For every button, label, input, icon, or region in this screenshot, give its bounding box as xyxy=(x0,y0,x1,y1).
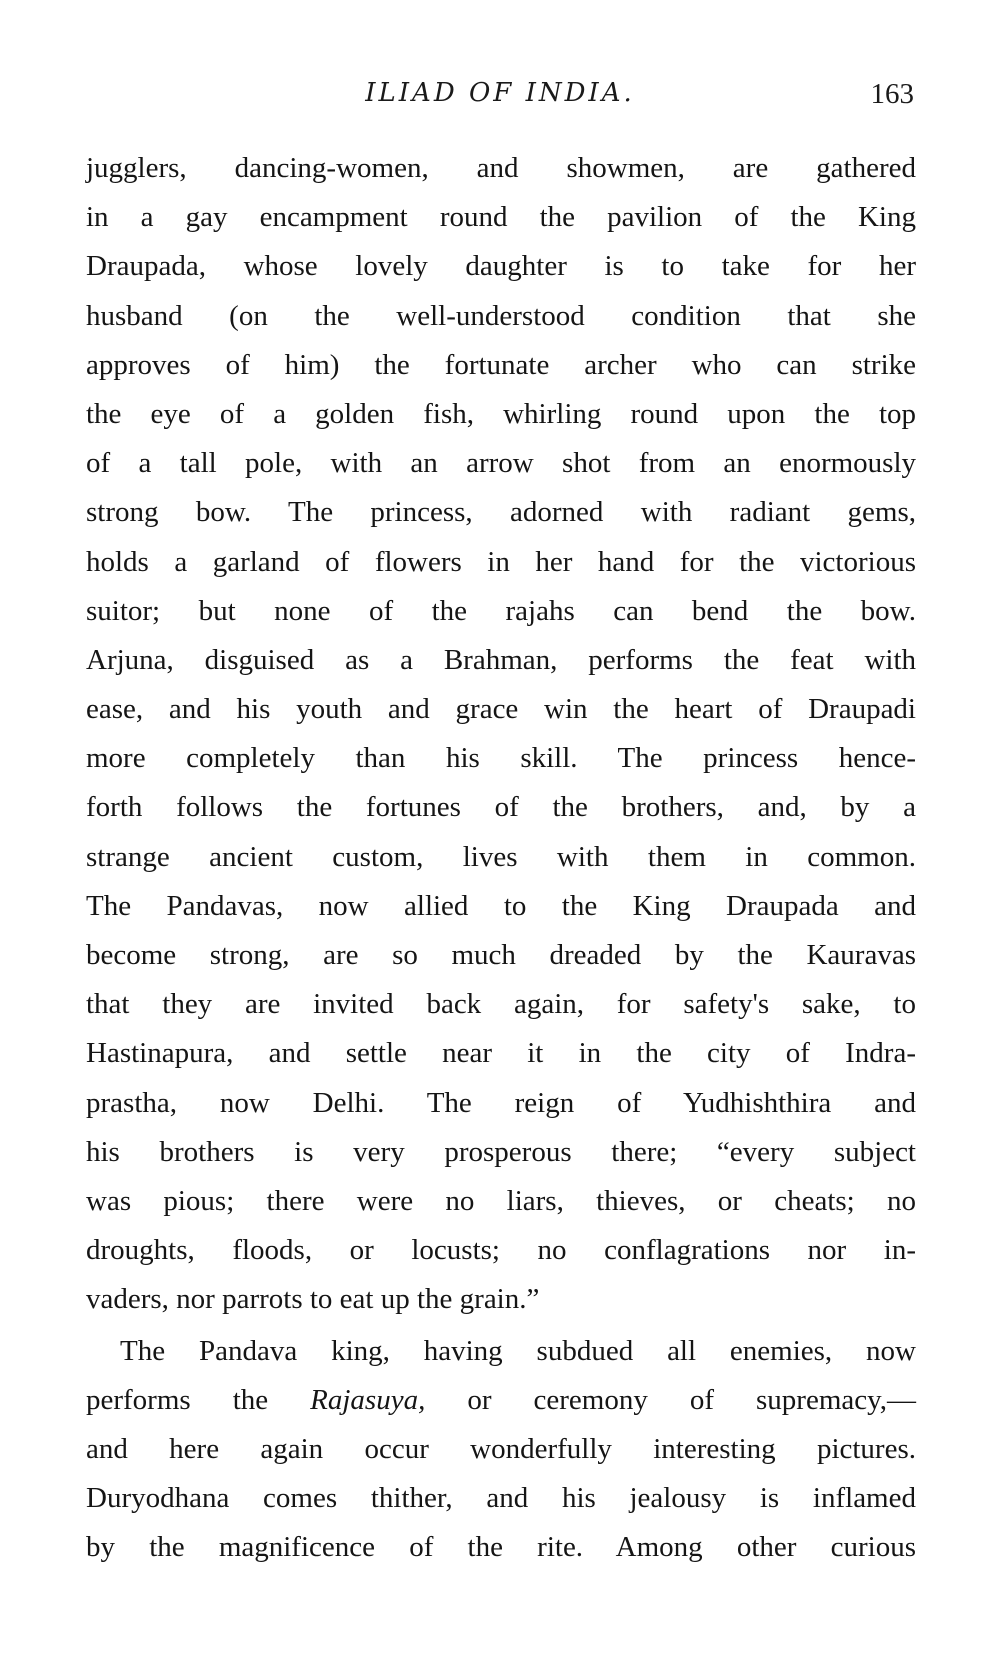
italic-term-rajasuya: Rajasuya, xyxy=(310,1383,426,1416)
text-line: vaders, nor parrots to eat up the grain.” xyxy=(86,1283,540,1316)
text-line: strong bow. The princess, adorned with radiant gems, xyxy=(86,496,916,529)
text-line: become strong, are so much dreaded by the Kauravas xyxy=(86,939,916,971)
text-line: Hastinapura, and settle near it in the city of Indra- xyxy=(86,1037,916,1070)
text-line: Duryodhana comes thither, and his jealousy is inflamed xyxy=(86,1482,916,1515)
paragraph-2 xyxy=(86,1327,916,1573)
text-line: more completely than his skill. The princess hence- xyxy=(86,742,916,775)
text-line: approves of him) the fortunate archer who can strike xyxy=(86,348,916,381)
text-line: suitor; but none of the rajahs can bend the bow. xyxy=(86,594,916,627)
text-line: of a tall pole, with an arrow shot from an enormously xyxy=(86,447,916,480)
text-line: by the magnificence of the rite. Among other curious xyxy=(86,1531,916,1564)
text-run: performs the xyxy=(86,1383,311,1416)
text-line: husband (on the well-understood condition that she xyxy=(86,299,916,332)
text-line: strange ancient custom, lives with them in common. xyxy=(86,840,916,873)
text-line: was pious; there were no liars, thieves, or cheats; no xyxy=(86,1184,916,1217)
text-line: Draupada, whose lovely daughter is to take for her xyxy=(86,250,916,283)
text-line: The Pandavas, now allied to the King Draupada and xyxy=(86,889,916,922)
text-line: jugglers, dancing-women, and showmen, are gathered xyxy=(86,152,916,184)
text-line: that they are invited back again, for safety's sake, to xyxy=(86,988,916,1021)
paragraph-1 xyxy=(86,144,916,1325)
text-run: or ceremony of supremacy,— xyxy=(425,1383,916,1416)
page-number: 163 xyxy=(870,78,914,110)
body-text xyxy=(86,144,916,1572)
text-line: his brothers is very prosperous there; “every subject xyxy=(86,1135,916,1168)
text-line: holds a garland of flowers in her hand for the victorious xyxy=(86,545,916,578)
text-line: The Pandava king, having subdued all enemies, now xyxy=(120,1334,916,1367)
text-line: Arjuna, disguised as a Brahman, performs the feat with xyxy=(86,643,916,676)
text-line: and here again occur wonderfully interesting pictures. xyxy=(86,1432,916,1465)
text-line: droughts, floods, or locusts; no conflagrations nor in- xyxy=(86,1234,916,1267)
running-header xyxy=(0,78,1000,118)
text-line: in a gay encampment round the pavilion of the King xyxy=(86,201,916,234)
text-line: ease, and his youth and grace win the heart of Draupadi xyxy=(86,693,916,726)
text-line: the eye of a golden fish, whirling round upon the top xyxy=(86,397,916,430)
running-title: ILIAD OF INDIA. xyxy=(365,78,635,108)
text-line: prastha, now Delhi. The reign of Yudhishthira and xyxy=(86,1086,916,1119)
text-line: forth follows the fortunes of the brothers, and, by a xyxy=(86,791,916,824)
text-line xyxy=(86,1376,916,1425)
